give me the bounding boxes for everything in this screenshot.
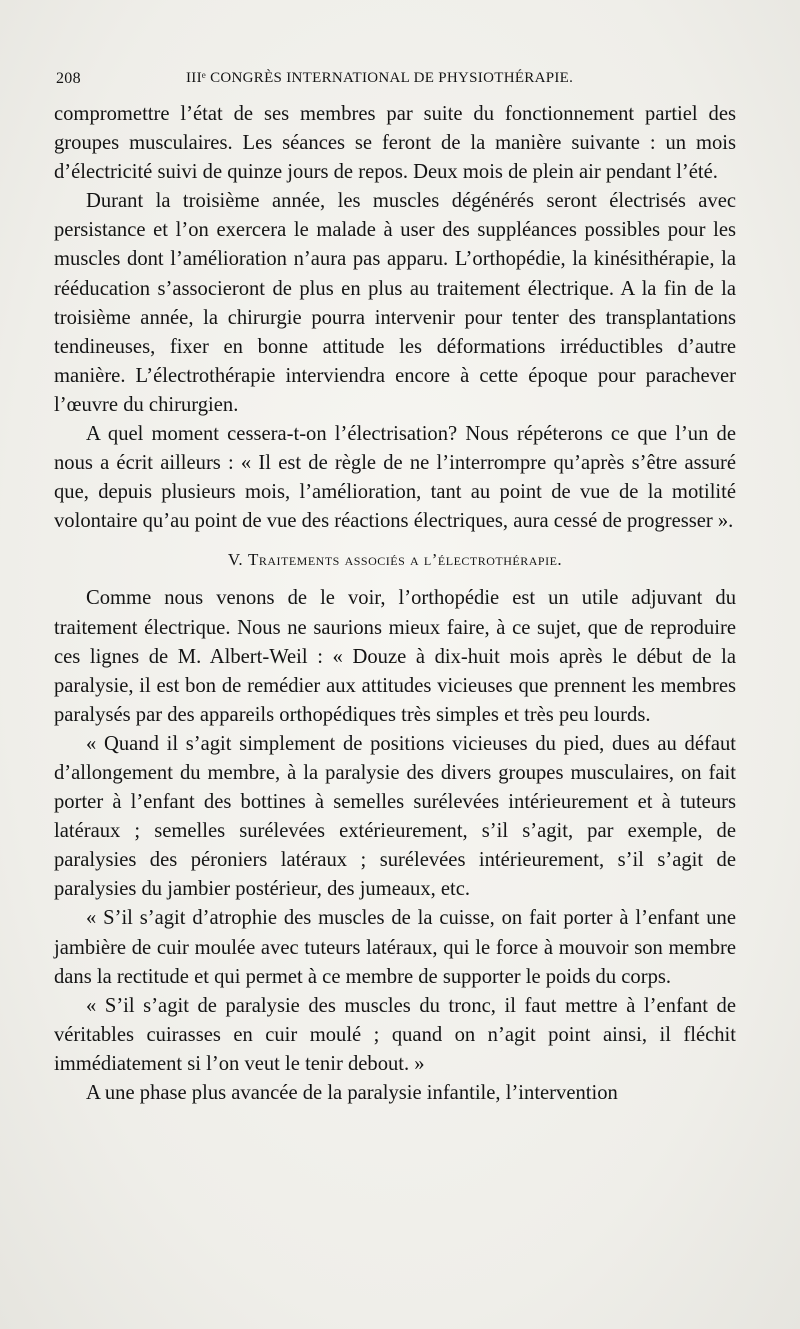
paragraph: Comme nous venons de le voir, l’orthopédie est un utile adjuvant du traitement électrique. Nous ne saurions mieux faire, à ce sujet, que de reproduire ces lignes de M. Albert-Weil : « Douze à dix-huit mois après le début de la paralysie, il est bon de remédier aux attitudes vicieuses que prennent les membres paralysés par des appareils orthopédiques très simples et très peu lourds. <box>54 587 736 726</box>
section-heading <box>54 548 736 572</box>
paragraph: compromettre l’état de ses membres par suite du fonctionnement partiel des groupes musculaires. Les séances se feront de la manière suivante : un mois d’électricité suivi de quinze jours de repos. Deux mois de plein air pendant l’été. <box>54 103 736 184</box>
body-text <box>54 100 736 1108</box>
paragraph: « Quand il s’agit simplement de positions vicieuses du pied, dues au défaut d’allongement du membre, à la paralysie des divers groupes musculaires, on fait porter à l’enfant des bottines à semelles surélevées intérieurement et à tuteurs latéraux ; semelles surélevées extérieurement, s’il s’agit, par exemple, de paralysies des péroniers latéraux ; surélevées intérieurement, s’il s’agit de paralysies du jambier postérieur, des jumeaux, etc. <box>54 732 736 901</box>
paragraph: Durant la troisième année, les muscles dégénérés seront électrisés avec persistance et l’on exercera le malade à user des suppléances possibles pour les muscles dont l’amélioration n’aura pas apparu. L’orthopédie, la kinésithérapie, la rééducation s’associeront de plus en plus au traitement électrique. A la fin de la troisième année, la chirurgie pourra intervenir pour tenter des transplantations tendineuses, fixer en bonne attitude les déformations irréductibles d’autre manière. L’électrothérapie interviendra encore à cette époque pour parachever l’œuvre du chirurgien. <box>54 190 736 416</box>
running-title: IIIᵉ CONGRÈS INTERNATIONAL DE PHYSIOTHÉRAPIE. <box>186 70 574 86</box>
paragraph: A une phase plus avancée de la paralysie infantile, l’intervention <box>86 1082 618 1104</box>
paragraph: « S’il s’agit d’atrophie des muscles de la cuisse, on fait porter à l’enfant une jambière de cuir moulée avec tuteurs latéraux, qui le force à mouvoir son membre dans la rectitude et qui permet à ce membre de supporter le poids du corps. <box>54 907 736 988</box>
section-title: Traitements associés a l’électrothérapie. <box>247 550 563 570</box>
paragraph: « S’il s’agit de paralysie des muscles du tronc, il faut mettre à l’enfant de véritables cuirasses en cuir moulé ; quand on n’agit point ainsi, il fléchit immédiatement si l’on veut le tenir debout. » <box>54 994 736 1075</box>
section-number: V. <box>227 550 244 570</box>
paragraph: A quel moment cessera-t-on l’électrisation? Nous répéterons ce que l’un de nous a écrit ailleurs : « Il est de règle de ne l’interrompre qu’après s’être assuré que, depuis plusieurs mois, l’amélioration, tant au point de vue de la motilité volontaire qu’au point de vue des réactions électriques, aura cessé de progresser ». <box>54 423 736 533</box>
page-number: 208 <box>56 70 81 87</box>
